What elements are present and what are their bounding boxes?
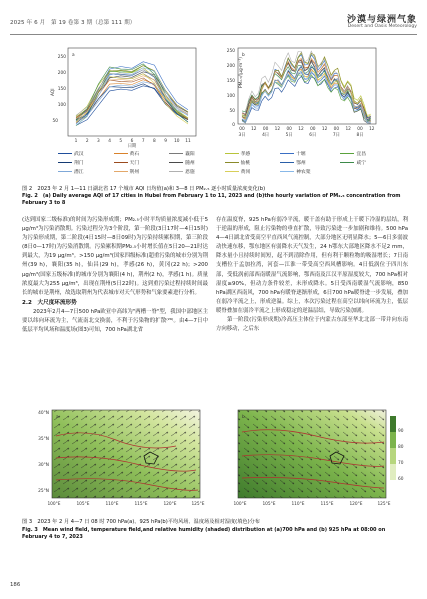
left-paragraph-2: 2023年2月4—7日500 hPa欧亚中高纬为"两槽一脊"型，我国中部地区主要以纬向环流为主，气流南北交换弱，不利于污染物的扩散⁽²⁶⁾。由4—7日中低层平均风场和温度场(图3)可知，700 hPa湖北省 bbox=[22, 308, 208, 334]
right-paragraph-1: 存在温度脊，925 hPa有弱冷平流，暖干盖有助于形成上干暖下冷湿的层结，利于逆温的形成，阻止污染物的垂直扩散，导致污染进一步加剧和维持。500 hPa 4—4日湖北省受高空平直西风气流控制，大部分地区无明显降水；5—6日多弱波动快速东移，鄂东地区有弱降水天气发生，24 h鄂东大部地区降水不足2 mm，降水量小且持续时间短，起不到清除作用，但有利于颗粒物的吸湿增长；7日南支槽位于孟加拉湾，河套—江淮一带受高空西风槽影响。4日低涡位于四川东部，受低涡前部西南暖湿气流影响，鄂西南及江汉平原湿度较大，700 hPa相对湿度≥90%，但动力条件较差，未形成降水。5日受西南暖湿气流影响，850 hPa湖区西南风，700 hPa有暖脊逐渐形成，6日700 hPa暖脊进一步发展，叠加在弱冷平流之上，形成逆温。综上，本次污染过程在高空以纬向环流为主，低层暖脊叠加在弱冷平流之上形成稳定的逆温层结，导致污染加剧。 bbox=[216, 217, 408, 314]
panel-a-xtick: 4 bbox=[108, 139, 111, 144]
legend-line-swatch bbox=[58, 153, 72, 154]
map-a-wind-vectors bbox=[52, 410, 200, 498]
panel-b-day-label: 4日 bbox=[262, 133, 270, 138]
figure-2-panels bbox=[46, 40, 382, 148]
legend-item bbox=[58, 150, 106, 157]
lon-tick: 120°E bbox=[349, 502, 363, 507]
panel-b-xtick: 00 bbox=[357, 127, 363, 132]
right-paragraph-2: 第一阶段(污染形成期)冷高压主体位于内蒙古东部至华北北部一带并向东南方向移动，之后东 bbox=[216, 317, 408, 333]
legend-line-swatch bbox=[280, 153, 294, 154]
colorbar-tick: 70 bbox=[398, 461, 404, 466]
colorbar-segment bbox=[390, 416, 396, 432]
panel-b-xtick: 12 bbox=[321, 127, 328, 132]
lon-tick: 125°E bbox=[191, 502, 205, 507]
panel-b-ytick: 100 bbox=[226, 94, 235, 99]
legend-item bbox=[169, 150, 217, 157]
lat-tick: 35°N bbox=[38, 437, 49, 442]
lon-tick: 125°E bbox=[377, 502, 391, 507]
panel-b-day-label: 7日 bbox=[332, 133, 340, 138]
map-b-wind-vectors bbox=[238, 410, 386, 498]
legend-label: 天门 bbox=[129, 161, 140, 166]
panel-a-xtick: 6 bbox=[130, 139, 134, 144]
legend-line-swatch bbox=[169, 153, 183, 154]
legend-label: 黄冈 bbox=[240, 170, 251, 175]
panel-b-ytick: 250 bbox=[226, 49, 235, 54]
lon-tick: 100°E bbox=[47, 502, 61, 507]
legend-label: 宜昌 bbox=[356, 152, 367, 157]
lon-tick: 105°E bbox=[262, 502, 276, 507]
panel-a-xlabel: 日期 bbox=[127, 144, 137, 149]
figure-2-legend bbox=[58, 150, 388, 175]
header-divider bbox=[10, 34, 417, 35]
lon-tick: 105°E bbox=[76, 502, 90, 507]
panel-a-ytick: 150 bbox=[57, 87, 66, 92]
colorbar-tick: 90 bbox=[398, 429, 404, 434]
legend-item bbox=[114, 159, 162, 166]
legend-label: 襄阳 bbox=[185, 152, 195, 157]
right-column bbox=[216, 216, 408, 334]
panel-b-xtick: 00 bbox=[310, 127, 316, 132]
legend-item bbox=[225, 150, 273, 157]
panel-b bbox=[227, 48, 376, 138]
panel-b-ytick: 0 bbox=[232, 123, 235, 128]
panel-a bbox=[50, 48, 196, 149]
journal-title-zh: 沙漠与绿洲气象 bbox=[346, 15, 417, 25]
figure-3-caption-zh: 图 3 2023 年 2 月 4—7 日 08 时 700 hPa(a)、925 hPa(b)平均风场、温度场及相对湿度(填色)分布 bbox=[22, 519, 260, 525]
panel-b-ytick: 50 bbox=[229, 109, 235, 114]
panel-a-xtick: 11 bbox=[185, 139, 191, 144]
legend-label: 黄石 bbox=[129, 152, 140, 157]
panel-a-label: a bbox=[72, 53, 75, 58]
map-panel-a bbox=[38, 410, 205, 507]
panel-b-day-label: 6日 bbox=[309, 133, 317, 138]
legend-label: 随州 bbox=[185, 161, 195, 166]
panel-a-xtick: 5 bbox=[119, 139, 123, 144]
left-paragraph-1: (达到国家二级标准)的时间为污染形成期；PM₂.₅小时平均质量浓度减小低于5 μg/m³为污染消散期。污染过程分为3个阶段，第一阶段(3日17时—4日15时)为污染形成期，第二阶段(4日15时—8日09时)为污染持续累积期，第三阶段(8日0—17时)为污染消散期。污染累积期PM₂.₅小时增长值在5日20—21时达到最大，为19 μg/m³。>150 μg/m³(国家四级标准)超重污染的城市分别为荆州(39 h)，襄阳(35 h)，仙昌(29 h)，孝感(26 h)，黄冈(22 h)；>200 μg/m³(国家五级标准)的城市分别为襄阳(4 h)，荆州(2 h)，孝感(1 h)。质量浓度最大为255 μg/m³，出现在荆州(5日22时)。这到重污染过程持续时间最长的城市是荆州，故选取荆州为代表城市对天气形势和气象要素进行分析。 bbox=[22, 217, 208, 296]
lon-tick: 115°E bbox=[320, 502, 334, 507]
figure-3 bbox=[26, 406, 402, 514]
panel-b-xtick: 12 bbox=[298, 127, 304, 132]
panel-a-ytick: 200 bbox=[57, 71, 66, 76]
lon-tick: 120°E bbox=[163, 502, 177, 507]
legend-item bbox=[58, 159, 106, 166]
panel-b-xtick: 12 bbox=[369, 127, 375, 132]
lat-tick: 40°N bbox=[38, 411, 49, 416]
panel-b-xtick: 00 bbox=[239, 127, 245, 132]
panel-a-xtick: 2 bbox=[85, 139, 89, 144]
figure-2-caption-zh: 图 2 2023 年 2 月 1—11 日湖北省 17 个城市 AQI 日均值(a)和 3—8 日 PM₂.₅ 逐小时质量浓度变化(b) bbox=[22, 186, 266, 192]
panel-b-day-label: 8日 bbox=[356, 133, 364, 138]
legend-line-swatch bbox=[280, 162, 294, 163]
panel-b-ytick: 150 bbox=[226, 79, 235, 84]
colorbar-tick: 80 bbox=[398, 445, 404, 450]
legend-label: 荆门 bbox=[74, 161, 84, 166]
panel-a-xtick: 7 bbox=[141, 139, 145, 144]
panel-b-frame bbox=[238, 48, 376, 124]
legend-label: 武汉 bbox=[74, 152, 84, 157]
left-column bbox=[22, 216, 208, 335]
panel-a-xtick: 9 bbox=[164, 139, 167, 144]
legend-label: 神农架 bbox=[296, 170, 311, 175]
legend-item bbox=[114, 168, 162, 175]
panel-b-xtick: 12 bbox=[251, 127, 257, 132]
legend-item bbox=[58, 168, 106, 175]
humidity-colorbar bbox=[390, 416, 404, 482]
legend-label: 仙桃 bbox=[240, 161, 251, 166]
legend-item bbox=[280, 150, 332, 157]
legend-label: 鄂州 bbox=[296, 161, 306, 166]
legend-label: 恩施 bbox=[185, 170, 195, 175]
legend-label: 潜江 bbox=[74, 170, 84, 175]
panel-b-label: b bbox=[242, 53, 245, 58]
panel-b-xtick: 12 bbox=[345, 127, 351, 132]
panel-b-xtick: 00 bbox=[333, 127, 340, 132]
legend-item bbox=[280, 159, 332, 166]
lon-tick: 115°E bbox=[134, 502, 148, 507]
legend-item bbox=[114, 150, 162, 157]
panel-a-ytick: 100 bbox=[57, 103, 66, 108]
panel-a-xtick: 8 bbox=[153, 139, 156, 144]
legend-line-swatch bbox=[114, 153, 128, 154]
legend-item bbox=[169, 168, 217, 175]
lat-tick: 30°N bbox=[38, 463, 49, 468]
legend-line-swatch bbox=[169, 162, 183, 163]
page-number: 186 bbox=[10, 582, 21, 588]
map-b-label: b bbox=[242, 415, 245, 420]
legend-grid bbox=[58, 150, 388, 175]
panel-b-day-labels bbox=[238, 131, 363, 138]
lon-tick: 100°E bbox=[233, 502, 247, 507]
legend-item bbox=[340, 159, 388, 166]
legend-line-swatch bbox=[58, 171, 72, 172]
panel-b-xtick: 00 bbox=[262, 127, 269, 132]
figure-2-caption-en: Fig. 2 (a) Daily average AQI of 17 cities in Hubei from February 1 to 11, 2023 and (b)the hourly variation of PM₂.₅ concentration from February 3 to 8 bbox=[22, 193, 401, 206]
legend-label: 咸宁 bbox=[356, 161, 367, 166]
legend-item bbox=[280, 168, 332, 175]
legend-item bbox=[225, 168, 273, 175]
panel-a-xtick: 10 bbox=[174, 139, 180, 144]
panel-a-xtick: 1 bbox=[74, 139, 78, 144]
legend-line-swatch bbox=[225, 162, 239, 163]
panel-a-series bbox=[76, 62, 188, 126]
running-header-issue: 2025 年 6 月 第 19 卷第 3 期（总第 111 期） bbox=[10, 20, 136, 26]
legend-line-swatch bbox=[225, 171, 239, 172]
lat-tick: 25°N bbox=[38, 489, 49, 494]
map-a-label: a bbox=[56, 415, 59, 420]
panel-b-day-label: 3日 bbox=[238, 133, 246, 138]
legend-line-swatch bbox=[114, 162, 128, 163]
legend-line-swatch bbox=[114, 171, 128, 172]
panel-a-ytick: 50 bbox=[52, 119, 58, 124]
legend-line-swatch bbox=[225, 153, 239, 154]
lon-tick: 110°E bbox=[291, 502, 305, 507]
figure-3-caption-en: Fig. 3 Mean wind field, temperature field,and relative humidity (shaded) distribution at (a)700 hPa and (b) 925 hPa at 08:00 on February 4 to 7, 2023 bbox=[22, 527, 386, 540]
legend-label: 十堰 bbox=[296, 152, 306, 157]
colorbar-tick: 60 bbox=[398, 477, 404, 482]
legend-line-swatch bbox=[340, 153, 354, 154]
panel-b-xticks bbox=[239, 126, 375, 132]
journal-title-en: Desert and Oasis Meteorology bbox=[347, 24, 417, 29]
legend-item bbox=[169, 159, 217, 166]
panel-a-xtick: 3 bbox=[97, 139, 100, 144]
panel-a-frame bbox=[68, 48, 196, 136]
legend-label: 荆州 bbox=[129, 170, 140, 175]
colorbar-segment bbox=[390, 448, 396, 464]
figure-2 bbox=[46, 40, 382, 148]
panel-a-ytick: 250 bbox=[57, 55, 66, 60]
legend-line-swatch bbox=[58, 162, 72, 163]
legend-line-swatch bbox=[169, 171, 183, 172]
panel-b-xtick: 12 bbox=[274, 127, 281, 132]
map-panel-b bbox=[233, 410, 390, 507]
panel-b-ylabel: PM₂.₅/(μg·m⁻³) bbox=[239, 57, 244, 88]
legend-item bbox=[225, 159, 273, 166]
panel-b-xtick: 00 bbox=[286, 127, 292, 132]
panel-b-day-label: 5日 bbox=[285, 133, 293, 138]
panel-b-series bbox=[242, 51, 371, 123]
legend-item bbox=[340, 150, 388, 157]
colorbar-segment bbox=[390, 432, 396, 448]
legend-line-swatch bbox=[340, 162, 354, 163]
lon-tick: 110°E bbox=[105, 502, 119, 507]
legend-label: 孝感 bbox=[240, 152, 251, 157]
panel-a-ylabel: AQI bbox=[51, 88, 56, 96]
figure-3-maps bbox=[26, 406, 402, 514]
legend-line-swatch bbox=[280, 171, 294, 172]
colorbar-segment bbox=[390, 464, 396, 480]
panel-b-ytick: 200 bbox=[226, 64, 235, 69]
section-heading: 2.2 大尺度环流形势 bbox=[22, 299, 77, 306]
